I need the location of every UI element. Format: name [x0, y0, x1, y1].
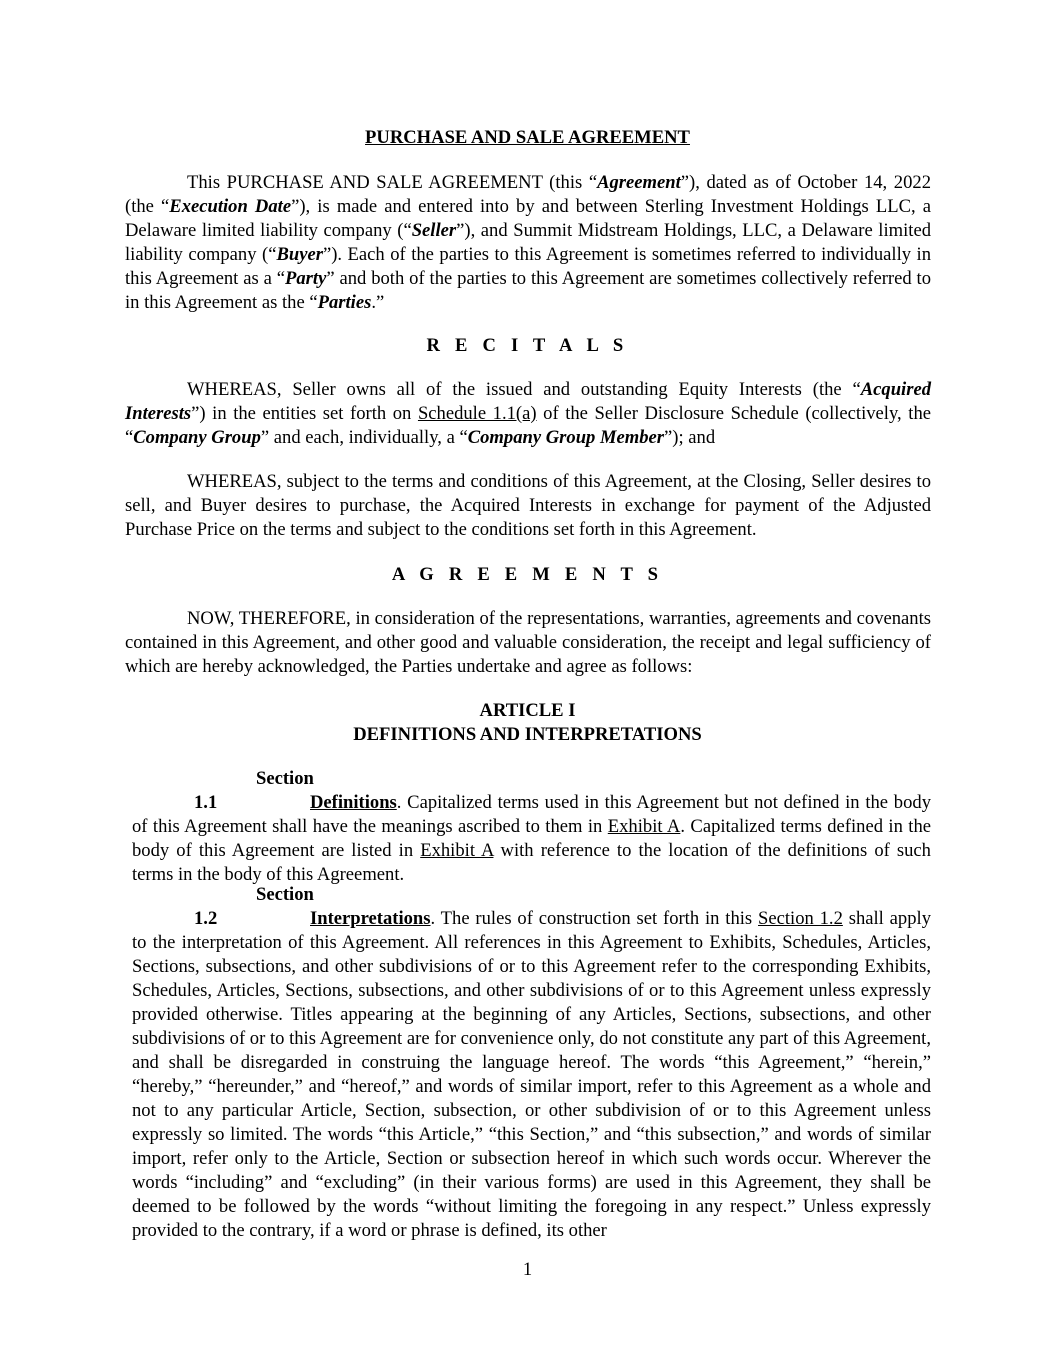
section-number: Section 1.2 — [194, 884, 314, 929]
intro-text: ”), is made and entered into by and between Sterling Investment Holdings LLC, a Delaware limited liability company (“ — [125, 196, 931, 241]
exhibit-reference-link[interactable]: Exhibit A — [607, 816, 681, 837]
agreements-paragraph: NOW, THEREFORE, in consideration of the representations, warranties, agreements and covenants contained in this Agreement, and other good and valuable consideration, the receipt and legal sufficiency of which are hereby acknowledged, the Parties undertake and agree as follows: — [125, 608, 931, 677]
agreements-heading: A G R E E M E N T S — [391, 564, 664, 585]
recital-paragraph-2: WHEREAS, subject to the terms and conditions of this Agreement, at the Closing, Seller desires to sell, and Buyer desires to purchase, the Acquired Interests in exchange for payment of the Adjusted Purchase Price on the terms and subject to the conditions set forth in this Agreement. — [125, 471, 931, 540]
recital-text: ”) in the entities set forth on — [191, 403, 418, 424]
intro-text: ”), and Summit Midstream Holdings, LLC, a Delaware limited liability company (“ — [125, 220, 931, 265]
intro-text: This PURCHASE AND SALE AGREEMENT (this “ — [187, 172, 598, 193]
intro-text: ”), dated as of October 14, 2022 (the “ — [125, 172, 931, 217]
section-1-1 — [132, 767, 931, 887]
section-heading: Interpretations — [310, 908, 431, 929]
intro-paragraph — [125, 171, 931, 315]
recital-text: ” and each, individually, a “ — [260, 427, 468, 448]
intro-text: ” and both of the parties to this Agreement are sometimes collectively referred to in this Agreement as the “ — [125, 268, 931, 313]
page-number: 1 — [522, 1259, 533, 1280]
section-heading: Definitions — [310, 792, 397, 813]
defined-term-agreement: Agreement — [597, 172, 681, 193]
section-text: shall apply to the interpretation of this Agreement. All references in this Agreement to Exhibits, Schedules, Articles, Sections, subsections, and other subdivisions of or to this Agreement refer to the corresponding Exhibits, Schedules, Articles, Sections, subsections, and other subdivisions of or to this Agreement unless expressly provided otherwise. Titles appearing at the beginning of any Articles, Sections, subsections, and other subdivisions of or to this Agreement are for convenience only, do not constitute any part of this Agreement, and shall be disregarded in construing the language hereof. The words “this Agreement,” “herein,” “hereby,” “hereunder,” and “hereof,” and words of similar import, refer to this Agreement as a whole and not to any particular Article, Section, subsection, or other subdivision of or to this Agreement unless expressly so limited. The words “this Article,” “this Section,” and “this subsection,” and words of similar import, refer only to the Article, Section or subsection hereof in which such words occur. Wherever the words “including” and “excluding” (in their various forms) are used in this Agreement, they shall be deemed to be followed by the words “without limiting the foregoing in any respect.” Unless expressly provided to the contrary, if a word or phrase is defined, its other — [132, 908, 931, 1241]
section-text: . Capitalized terms defined in the body of this Agreement are listed in — [132, 816, 932, 861]
section-reference-link[interactable]: Section 1.2 — [758, 908, 843, 929]
section-text: with reference to the location of the definitions of such terms in the body of this Agreement. — [132, 840, 931, 885]
defined-term-buyer: Buyer — [276, 244, 323, 265]
defined-term-company-group-member: Company Group Member — [467, 427, 665, 448]
defined-term-acquired-interests: Acquired Interests — [125, 379, 931, 424]
defined-term-parties: Parties — [317, 292, 372, 313]
section-1-2 — [132, 883, 931, 1243]
recital-text: ”); and — [664, 427, 716, 448]
section-number: Section 1.1 — [194, 768, 314, 813]
section-text: . Capitalized terms used in this Agreement but not defined in the body of this Agreement shall have the meanings ascribed to them in — [132, 792, 931, 837]
schedule-reference-link[interactable]: Schedule 1.1(a) — [417, 403, 537, 424]
section-text: . The rules of construction set forth in this — [430, 908, 759, 929]
recital-text: WHEREAS, Seller owns all of the issued and outstanding Equity Interests (the “ — [187, 379, 861, 400]
intro-text: ”). Each of the parties to this Agreement is sometimes referred to individually in this Agreement as a “ — [125, 244, 931, 289]
defined-term-company-group: Company Group — [133, 427, 261, 448]
defined-term-party: Party — [285, 268, 327, 289]
recital-text: of the Seller Disclosure Schedule (collectively, the “ — [125, 403, 931, 448]
recital-paragraph-1 — [125, 378, 931, 450]
recitals-heading: R E C I T A L S — [426, 335, 629, 356]
defined-term-execution-date: Execution Date — [169, 196, 292, 217]
article-title: DEFINITIONS AND INTERPRETATIONS — [353, 724, 702, 745]
article-number: ARTICLE I — [479, 700, 576, 721]
defined-term-seller: Seller — [411, 220, 457, 241]
exhibit-reference-link[interactable]: Exhibit A — [420, 840, 494, 861]
document-title: PURCHASE AND SALE AGREEMENT — [365, 127, 690, 148]
intro-text: .” — [371, 292, 385, 313]
